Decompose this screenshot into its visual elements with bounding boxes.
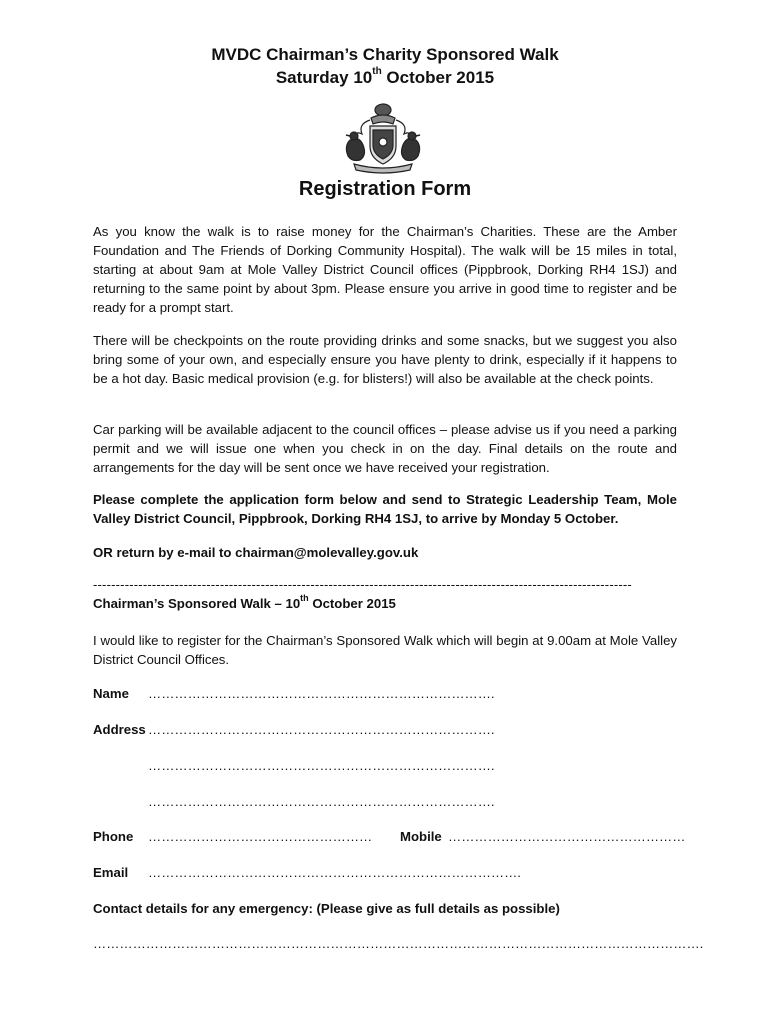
phone-label: Phone: [93, 829, 134, 844]
email-label: Email: [93, 865, 129, 880]
email-field[interactable]: ………………………………………………………………………….: [148, 865, 521, 880]
slip-heading-ordinal: th: [300, 593, 309, 603]
event-date-ordinal: th: [372, 66, 382, 77]
mobile-label: Mobile: [400, 829, 442, 844]
slip-heading-suffix: October 2015: [308, 596, 396, 611]
registration-statement: I would like to register for the Chairman’s Sponsored Walk which will begin at 9.00am at Mole Valley District Council Offices.: [93, 633, 677, 667]
email-return-instructions: OR return by e-mail to chairman@molevalley.gov.uk: [93, 545, 419, 560]
send-instructions: Please complete the application form below and send to Strategic Leadership Team, Mole Valley District Council, Pippbrook, Dorking RH4 1SJ, to arrive by Monday 5 October.: [93, 492, 677, 526]
council-coat-of-arms-icon: [340, 100, 426, 176]
checkpoints-paragraph: There will be checkpoints on the route providing drinks and some snacks, but we suggest you also bring some of your own, and especially ensure you have plenty to drink, especially if it happens to be a hot day. Basic medical provision (e.g. for blisters!) will also be available at the check points.: [93, 333, 677, 386]
mobile-field[interactable]: ………………………………………………: [448, 829, 686, 844]
address-field-line1[interactable]: …………………………………………………………………….: [148, 722, 495, 737]
slip-heading: [93, 593, 396, 611]
event-date-prefix: Saturday 10: [275, 68, 373, 87]
form-title: Registration Form: [298, 178, 472, 200]
name-label: Name: [93, 686, 129, 701]
phone-field[interactable]: ……………………………………………: [148, 829, 373, 844]
slip-heading-prefix: Chairman’s Sponsored Walk – 10: [93, 596, 301, 611]
name-field[interactable]: …………………………………………………………………….: [148, 686, 495, 701]
address-label: Address: [93, 722, 146, 737]
address-field-line2[interactable]: …………………………………………………………………….: [148, 758, 495, 773]
event-date-suffix: October 2015: [381, 68, 495, 87]
emergency-contact-label: Contact details for any emergency: (Please give as full details as possible): [93, 901, 560, 916]
event-date: [0, 68, 770, 88]
cut-line: -----------------------------------------------------------------------------------------------------------------------: [93, 578, 632, 592]
page-title: MVDC Chairman’s Charity Sponsored Walk: [211, 45, 559, 64]
emergency-contact-field[interactable]: ………………………………………………………………………………………………………………………….: [93, 936, 704, 951]
address-field-line3[interactable]: …………………………………………………………………….: [148, 794, 495, 809]
intro-paragraph: As you know the walk is to raise money for the Chairman’s Charities. These are the Amber Foundation and The Friends of Dorking Community Hospital). The walk will be 15 miles in total, starting at about 9am at Mole Valley District Council offices (Pippbrook, Dorking RH4 1SJ) and returning to the same point by about 3pm. Please ensure you arrive in good time to register and be ready for a prompt start.: [93, 224, 677, 315]
parking-paragraph: Car parking will be available adjacent to the council offices – please advise us if you need a parking permit and we will issue one when you check in on the day. Final details on the route and arrangements for the day will be sent once we have received your registration.: [93, 422, 677, 475]
